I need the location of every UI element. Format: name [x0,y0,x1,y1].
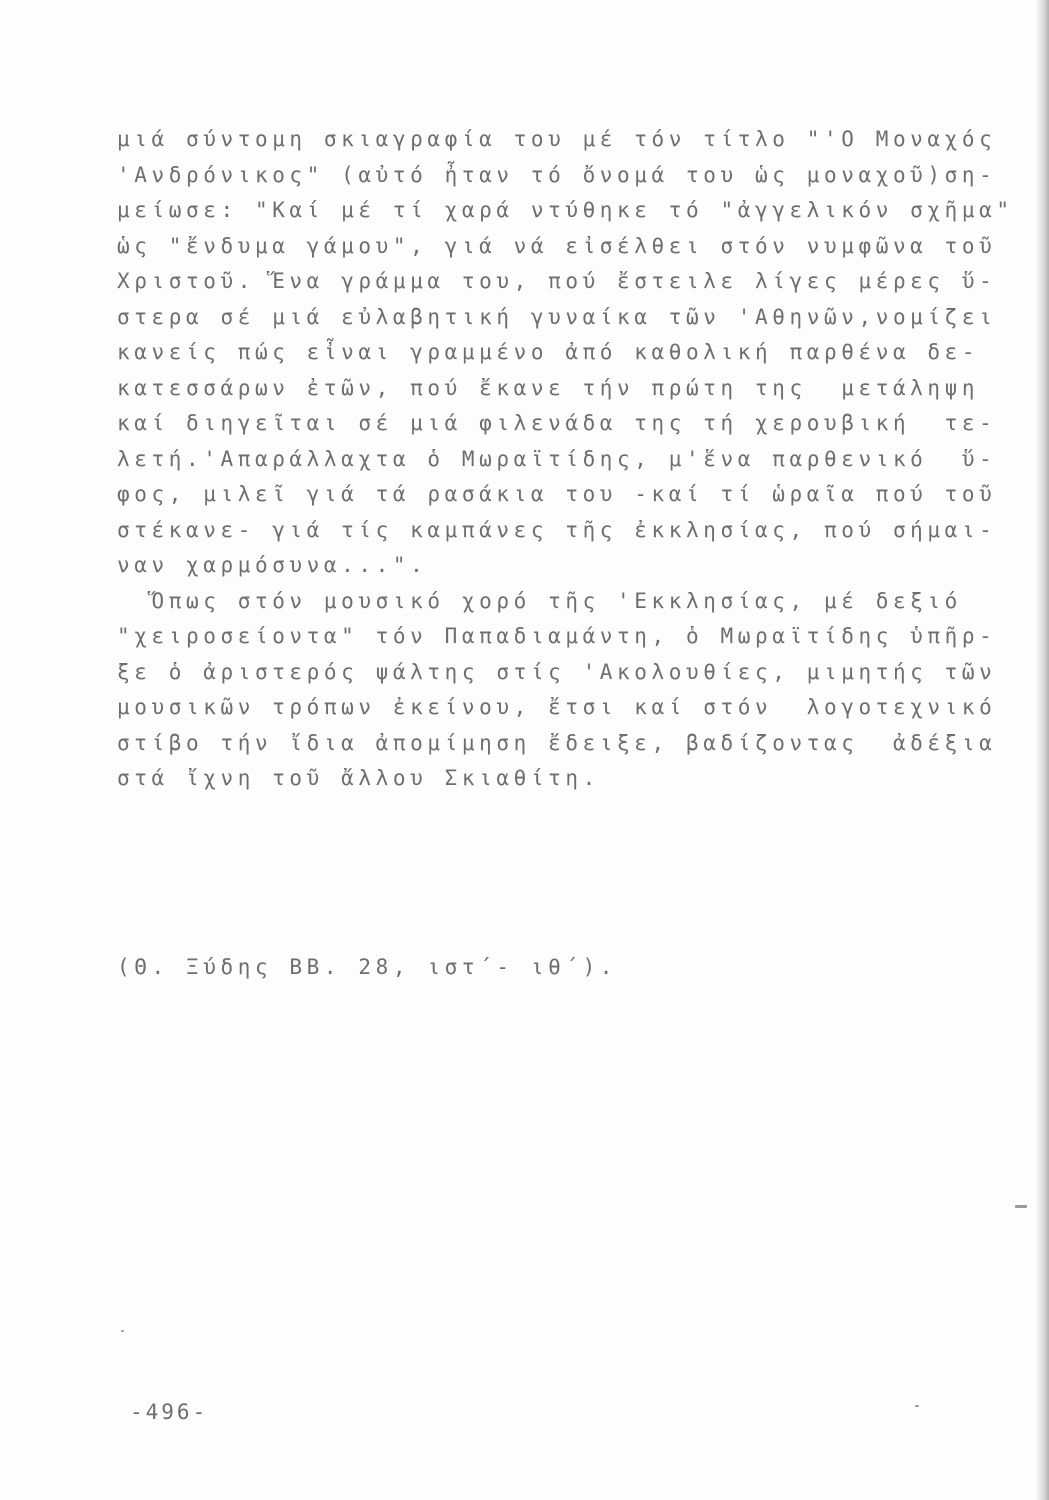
text-line: λετή.'Απαράλλαχτα ὁ Μωραϊτίδης, μ'ἕνα παρθενικό ὕ- [117,446,997,471]
scan-speck [1015,1205,1027,1208]
text-line: 'Ανδρόνικος" (αὐτό ἦταν τό ὄνομά του ὡς μοναχοῦ)ση- [117,162,997,187]
text-line: "χειροσείοντα" τόν Παπαδιαμάντη, ὁ Μωραϊτίδης ὑπῆρ- [117,624,997,648]
text-line: κατεσσάρων ἐτῶν, πού ἔκανε τήν πρώτη της μετάληψη [117,375,980,400]
text-line: μιά σύντομη σκιαγραφία του μέ τόν τίτλο "'Ο Μοναχός [117,127,997,151]
text-line: στίβο τήν ἴδια ἀπομίμηση ἔδειξε, βαδίζοντας ἀδέξια [117,730,997,755]
scan-speck [915,1405,919,1407]
text-line: καί διηγεῖται σέ μιά φιλενάδα της τή χερουβική τε- [117,411,997,435]
text-line: στά ἴχνη τοῦ ἄλλου Σκιαθίτη. [117,766,600,790]
text-line: Χριστοῦ. Ἕνα γράμμα του, πού ἔστειλε λίγες μέρες ὕ- [117,269,997,293]
text-line: μουσικῶν τρόπων ἐκείνου, ἔτσι καί στόν λογοτεχνικό [117,695,997,719]
text-line: ὡς "ἔνδυμα γάμου", γιά νά εἰσέλθει στόν νυμφῶνα τοῦ [117,233,997,258]
citation: (Θ. Ξύδης ΒΒ. 28, ιστ΄- ιθ΄). [117,955,618,979]
text-line: στέκανε- γιά τίς καμπάνες τῆς ἐκκλησίας, πού σήμαι- [117,517,997,542]
text-line: ναν χαρμόσυνα...". [117,553,428,577]
page-edge-shadow [1035,0,1049,1500]
text-line: μείωσε: "Καί μέ τί χαρά ντύθηκε τό "ἀγγελικόν σχῆμα" [117,198,1014,222]
text-line: Ὅπως στόν μουσικό χορό τῆς 'Εκκλησίας, μέ δεξιό [117,588,962,613]
body-text [117,122,1017,797]
text-line: κανείς πώς εἶναι γραμμένο ἀπό καθολική παρθένα δε- [117,340,980,364]
text-line: ξε ὁ ἀριστερός ψάλτης στίς 'Ακολουθίες, μιμητής τῶν [117,659,997,684]
page-number: -496- [130,1400,209,1424]
scan-speck [121,1330,124,1332]
text-line: φος, μιλεῖ γιά τά ρασάκια του -καί τί ὡραῖα πού τοῦ [117,482,997,506]
text-line: στερα σέ μιά εὐλαβητική γυναίκα τῶν 'Αθηνῶν,νομίζει [117,304,997,329]
